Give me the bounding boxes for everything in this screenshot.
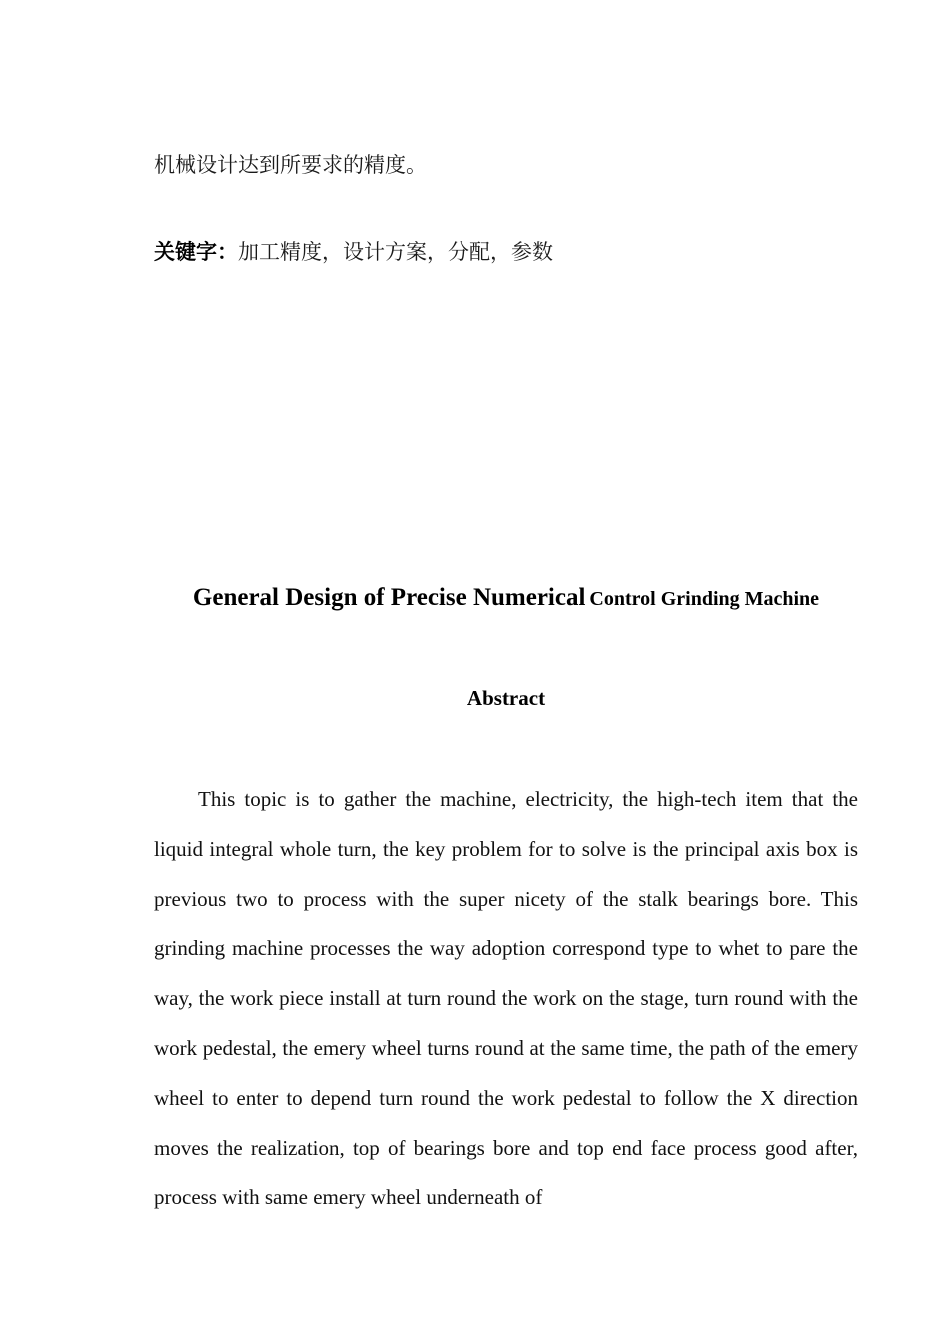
keywords-value: 加工精度，设计方案，分配，参数 xyxy=(238,240,553,264)
chinese-keywords xyxy=(154,238,553,266)
english-title xyxy=(154,584,858,612)
english-title-continued: Control Grinding Machine xyxy=(589,588,820,610)
chinese-abstract-last-line: 机械设计达到所要求的精度。 xyxy=(154,153,427,177)
abstract-body: This topic is to gather the machine, electricity, the high-tech item that the liquid integral whole turn, the key problem for to solve is the principal axis box is previous two to process with the super nicety of the stalk bearings bore. This grinding machine processes the way adoption correspond type to whet to pare the way, the work piece install at turn round the work on the stage, turn round with the work pedestal, the emery wheel turns round at the same time, the path of the emery wheel to enter to depend turn round the work pedestal to follow the X direction moves the realization, top of bearings bore and top end face process good after, process with same emery wheel underneath of xyxy=(154,787,858,1210)
keywords-label: 关键字： xyxy=(154,240,238,264)
abstract-heading: Abstract xyxy=(466,686,546,710)
english-title-main: General Design of Precise Numerical xyxy=(192,584,586,611)
